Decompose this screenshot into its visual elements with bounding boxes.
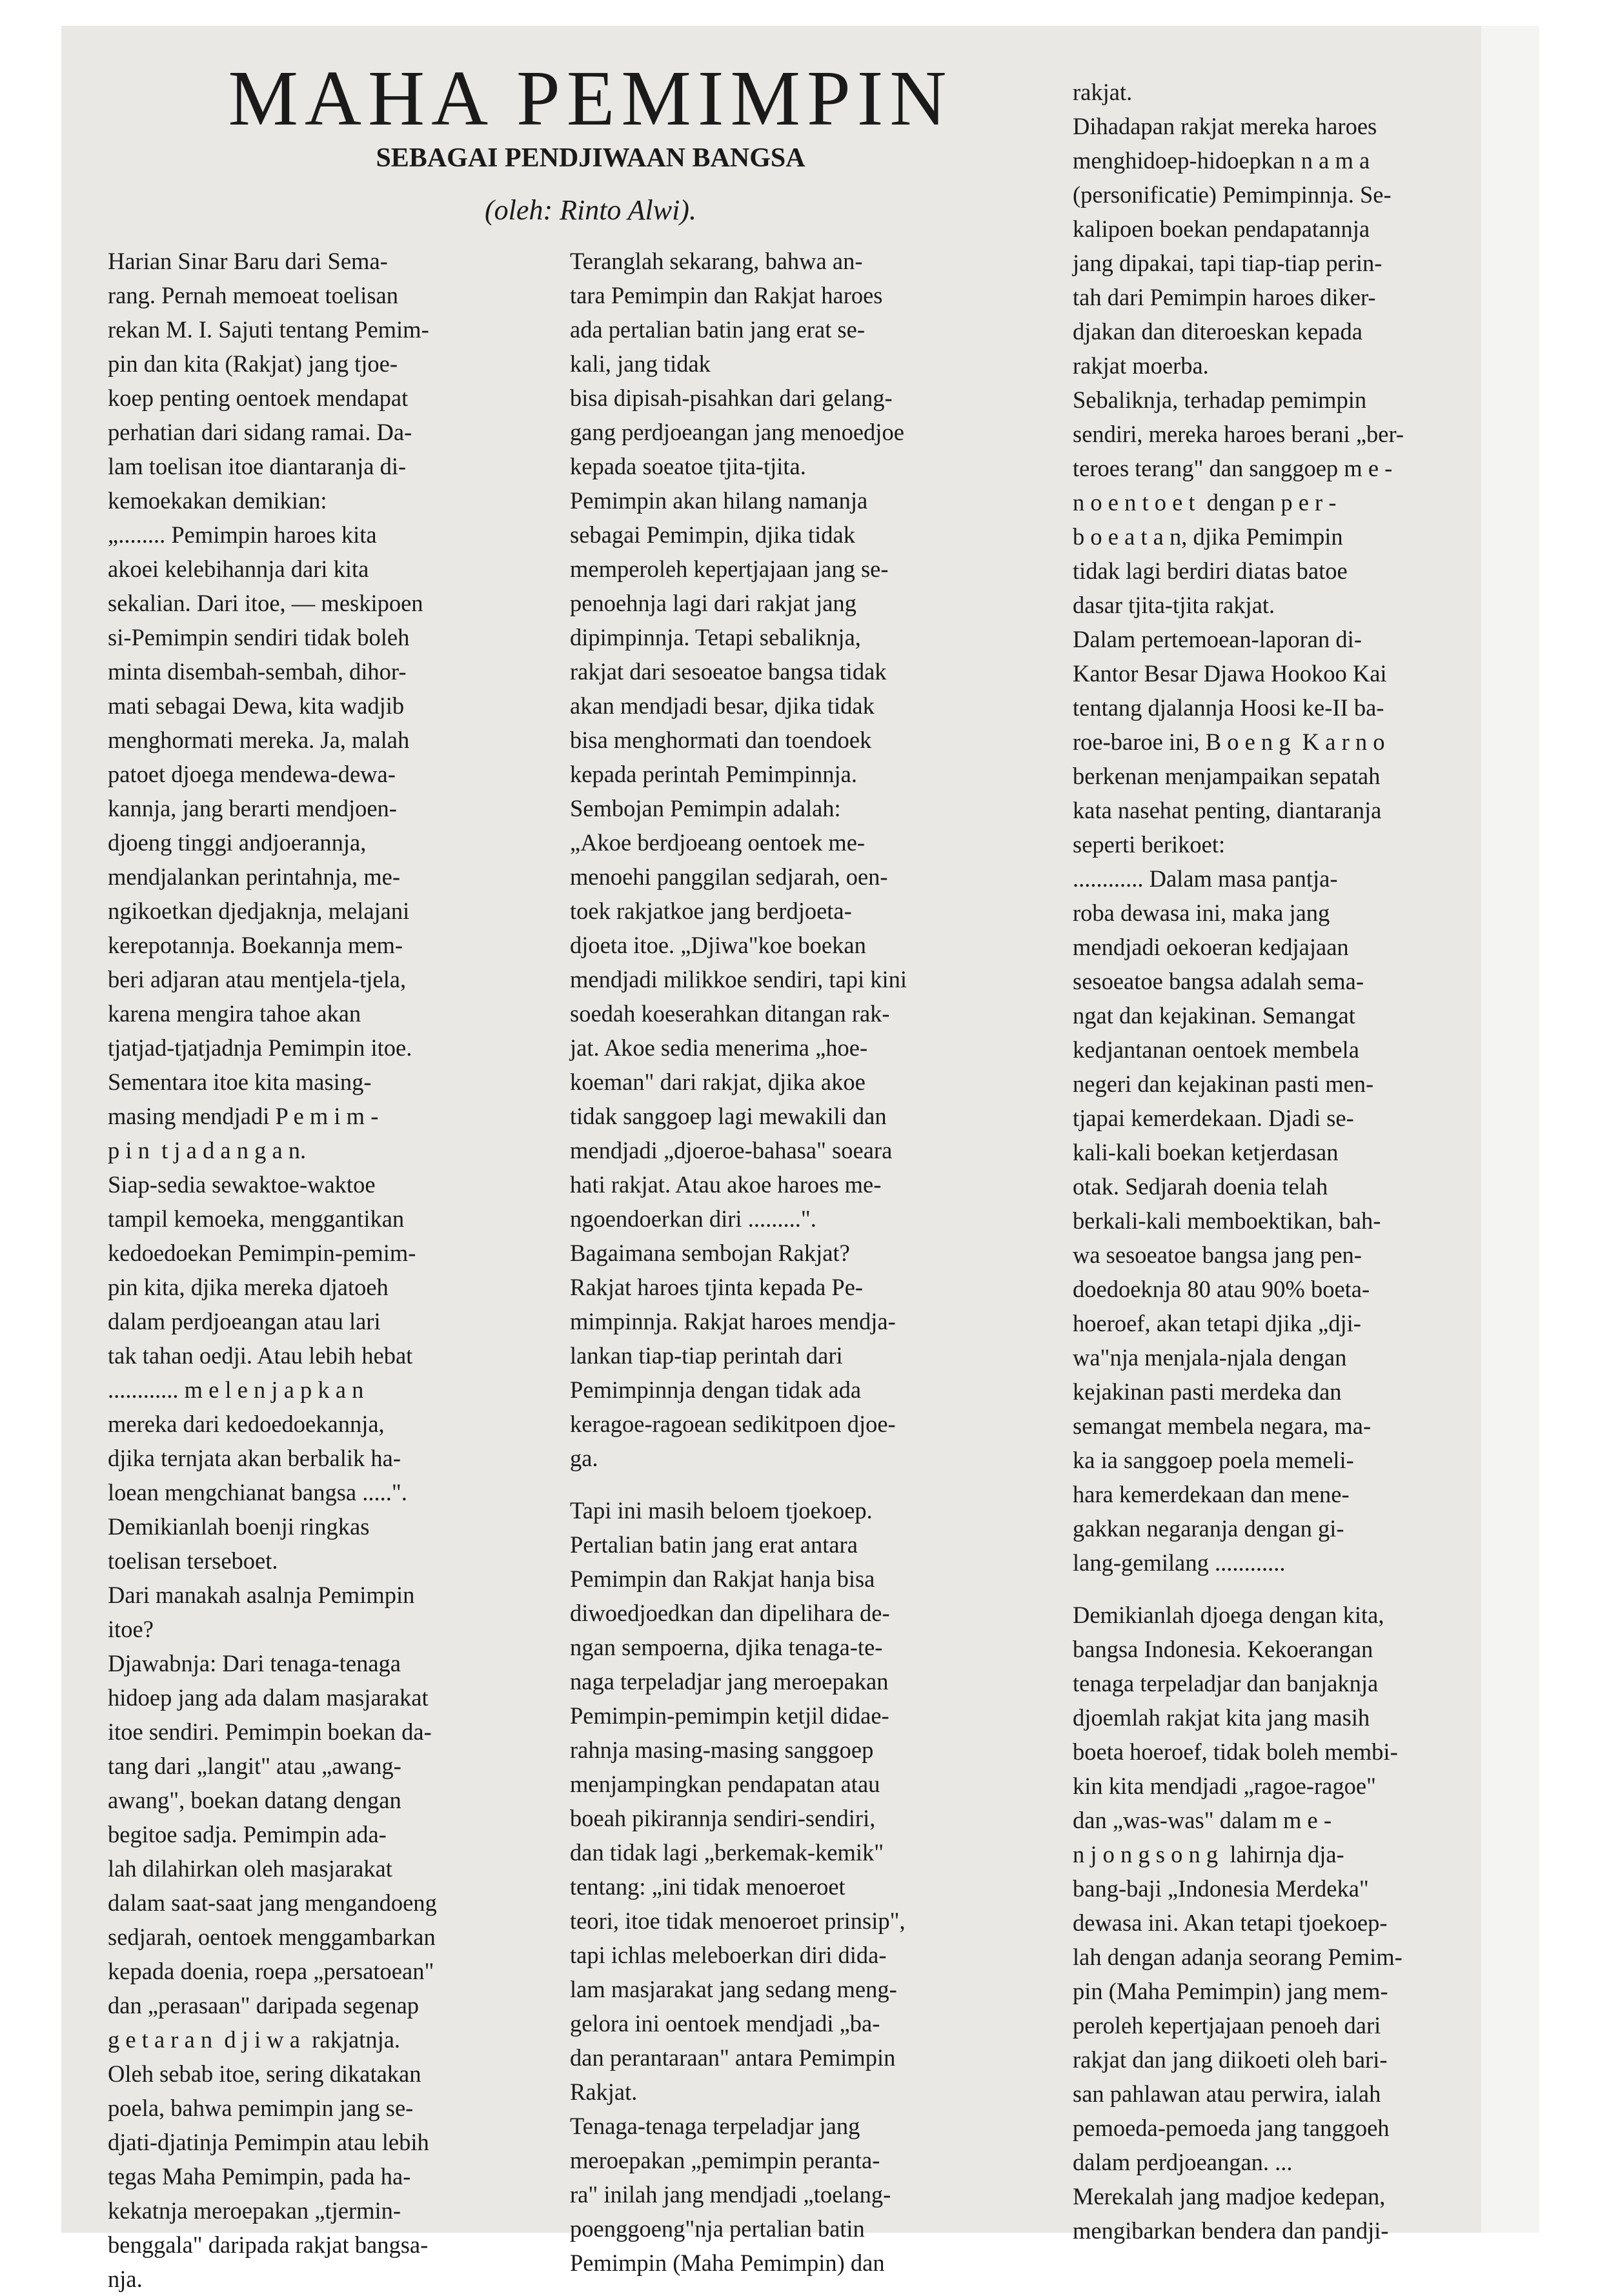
text-line: Siap-sedia sewaktoe-waktoe [108, 1171, 376, 1198]
text-line: dan tidak lagi „berkemak-kemik" [570, 1839, 884, 1866]
text-line: ga. [570, 1445, 598, 1471]
text-line: bangsa Indonesia. Kekoerangan [1073, 1636, 1373, 1662]
text-line: menghormati mereka. Ja, malah [108, 727, 410, 753]
text-line: keragoe-ragoean sedikitpoen djoe- [570, 1411, 896, 1437]
text-line: djoeng tinggi andjoerannja, [108, 829, 367, 856]
text-line: bisa dipisah-pisahkan dari gelang- [570, 385, 893, 411]
text-line: poenggoeng"nja pertalian batin [570, 2215, 865, 2242]
text-line: Harian Sinar Baru dari Sema- [108, 248, 388, 274]
text-line: Pemimpinnja dengan tidak ada [570, 1376, 862, 1403]
text-line: mendjalankan perintahnja, me- [108, 863, 401, 890]
text-line: Tenaga-tenaga terpeladjar jang [570, 2113, 860, 2139]
text-line: dalam saat-saat jang mengandoeng [108, 1889, 437, 1916]
text-line: tenaga terpeladjar dan banjaknja [1073, 1670, 1379, 1697]
text-line: Pemimpin dan Rakjat hanja bisa [570, 1566, 875, 1592]
text-line: rahnja masing-masing sanggoep [570, 1737, 874, 1763]
text-line: tentang: „ini tidak menoeroet [570, 1873, 846, 1900]
paragraph-gap [1073, 1580, 1530, 1598]
text-line: kedoedoekan Pemimpin-pemim- [108, 1240, 416, 1266]
text-line: djoeta itoe. „Djiwa"koe boekan [570, 932, 866, 958]
text-line: hara kemerdekaan dan mene- [1073, 1481, 1350, 1507]
text-line: rakjat dan jang diikoeti oleh bari- [1073, 2046, 1388, 2073]
text-line: djoemlah rakjat kita jang masih [1073, 1704, 1370, 1731]
text-line: tjatjad-tjatjadnja Pemimpin itoe. [108, 1034, 412, 1061]
text-line: sedjarah, oentoek menggambarkan [108, 1924, 436, 1950]
text-line: kepada perintah Pemimpinnja. [570, 761, 857, 787]
text-line: rakjat. [1073, 79, 1133, 105]
text-line: djati-djatinja Pemimpin atau lebih [108, 2129, 429, 2155]
text-line: Tapi ini masih beloem tjoekoep. [570, 1497, 873, 1524]
text-line: dasar tjita-tjita rakjat. [1073, 592, 1275, 618]
text-line: kepada soeatoe tjita-tjita. [570, 453, 806, 479]
text-line: negeri dan kejakinan pasti men- [1073, 1071, 1374, 1097]
text-line: Dihadapan rakjat mereka haroes [1073, 113, 1377, 139]
text-line: boeta hoeroef, tidak boleh membi- [1073, 1738, 1398, 1765]
text-line: pin dan kita (Rakjat) jang tjoe- [108, 350, 398, 377]
text-line: benggala" daripada rakjat bangsa- [108, 2231, 429, 2258]
text-line: tang dari „langit" atau „awang- [108, 1753, 401, 1779]
text-line: seperti berikoet: [1073, 831, 1226, 858]
text-line: kali, jang tidak [570, 350, 711, 377]
text-line: gakkan negaranja dengan gi- [1073, 1515, 1344, 1542]
text-line: awang", boekan datang dengan [108, 1787, 401, 1813]
text-line: Dari manakah asalnja Pemimpin [108, 1582, 415, 1608]
text-line: Sementara itoe kita masing- [108, 1069, 372, 1095]
text-line: ka ia sanggoep poela memeli- [1073, 1447, 1354, 1473]
text-line: Demikianlah djoega dengan kita, [1073, 1602, 1384, 1628]
text-line: lah dengan adanja seorang Pemim- [1073, 1944, 1403, 1970]
text-line: dan perantaraan" antara Pemimpin [570, 2044, 896, 2071]
text-line: dan „perasaan" daripada segenap [108, 1992, 420, 2019]
text-line: Djawabnja: Dari tenaga-tenaga [108, 1650, 401, 1677]
text-line: Pemimpin (Maha Pemimpin) dan [570, 2250, 885, 2276]
text-line: Pemimpin akan hilang namanja [570, 487, 868, 514]
text-line: Oleh sebab itoe, sering dikatakan [108, 2060, 421, 2087]
text-line: Rakjat. [570, 2079, 638, 2105]
text-line: koeman" dari rakjat, djika akoe [570, 1069, 866, 1095]
text-line: g e t a r a n d j i w a rakjatnja. [108, 2026, 401, 2053]
text-line: toelisan terseboet. [108, 1547, 278, 1574]
text-line: (personificatie) Pemimpinnja. Se- [1073, 181, 1392, 208]
paragraph-gap [570, 1475, 1035, 1493]
text-line: wa sesoeatoe bangsa jang pen- [1073, 1242, 1362, 1268]
text-line: perhatian dari sidang ramai. Da- [108, 419, 412, 445]
text-line: dewasa ini. Akan tetapi tjoekoep- [1073, 1909, 1388, 1936]
text-line: jat. Akoe sedia menerima „hoe- [570, 1034, 868, 1061]
newspaper-page [61, 26, 1539, 2292]
text-line: bisa menghormati dan toendoek [570, 727, 872, 753]
text-line: menghidoep-hidoepkan n a m a [1073, 147, 1370, 174]
text-line: kannja, jang berarti mendjoen- [108, 795, 397, 821]
text-line: beri adjaran atau mentjela-tjela, [108, 966, 407, 992]
text-line: peroleh kepertjajaan penoeh dari [1073, 2012, 1381, 2039]
text-line: dalam perdjoeangan. ... [1073, 2149, 1293, 2175]
text-line: menjampingkan pendapatan atau [570, 1771, 880, 1797]
text-line: mengibarkan bendera dan pandji- [1073, 2217, 1389, 2244]
text-line: si-Pemimpin sendiri tidak boleh [108, 624, 410, 650]
text-line: ............ Dalam masa pantja- [1073, 865, 1338, 892]
text-line: akoei kelebihannja dari kita [108, 556, 369, 582]
text-line: diwoedjoedkan dan dipelihara de- [570, 1600, 890, 1626]
article-title: MAHA PEMIMPIN [228, 55, 953, 142]
text-line: Kantor Besar Djawa Hookoo Kai [1073, 660, 1387, 687]
text-line: Rakjat haroes tjinta kepada Pe- [570, 1274, 864, 1300]
text-line: tah dari Pemimpin haroes diker- [1073, 284, 1376, 310]
text-line: otak. Sedjarah doenia telah [1073, 1173, 1328, 1200]
text-line: dan „was-was" dalam m e - [1073, 1807, 1332, 1833]
text-line: lam toelisan itoe diantaranja di- [108, 453, 407, 479]
text-line: nja. [108, 2266, 143, 2292]
text-line: naga terpeladjar jang meroepakan [570, 1668, 889, 1695]
text-line: ngat dan kejakinan. Semangat [1073, 1002, 1355, 1029]
text-line: rakjat moerba. [1073, 352, 1209, 379]
text-line: berkali-kali memboektikan, bah- [1073, 1207, 1381, 1234]
text-line: Teranglah sekarang, bahwa an- [570, 248, 863, 274]
text-line: kerepotannja. Boekannja mem- [108, 932, 403, 958]
text-line: wa"nja menjala-njala dengan [1073, 1344, 1347, 1371]
text-column-2 [570, 244, 1035, 2280]
text-line: n o e n t o e t dengan p e r - [1073, 489, 1337, 516]
text-line: itoe sendiri. Pemimpin boekan da- [108, 1718, 432, 1745]
text-line: sebagai Pemimpin, djika tidak [570, 521, 855, 548]
text-line: „........ Pemimpin haroes kita [108, 521, 377, 548]
text-line: teroes terang" dan sanggoep m e - [1073, 455, 1393, 481]
text-line: karena mengira tahoe akan [108, 1000, 361, 1027]
text-line: „Akoe berdjoeang oentoek me- [570, 829, 866, 856]
text-line: dalam perdjoeangan atau lari [108, 1308, 381, 1334]
text-line: doedoeknja 80 atau 90% boeta- [1073, 1276, 1370, 1302]
text-line: Sebaliknja, terhadap pemimpin [1073, 387, 1367, 413]
text-column-1 [108, 244, 500, 2296]
article-byline: (oleh: Rinto Alwi). [485, 194, 696, 226]
text-line: hati rakjat. Atau akoe haroes me- [570, 1171, 882, 1198]
text-line: hoeroef, akan tetapi djika „dji- [1073, 1310, 1361, 1336]
text-line: sesoeatoe bangsa adalah sema- [1073, 968, 1364, 994]
text-line: b o e a t a n, djika Pemimpin [1073, 523, 1343, 550]
text-line: begitoe sadja. Pemimpin ada- [108, 1821, 387, 1848]
text-line: semangat membela negara, ma- [1073, 1413, 1372, 1439]
text-line: mereka dari kedoedoekannja, [108, 1411, 385, 1437]
text-line: pin kita, djika mereka djatoeh [108, 1274, 389, 1300]
text-line: Bagaimana sembojan Rakjat? [570, 1240, 850, 1266]
text-line: n j o n g s o n g lahirnja dja- [1073, 1841, 1344, 1868]
text-line: tentang djalannja Hoosi ke-II ba- [1073, 694, 1384, 721]
text-line: ............ m e l e n j a p k a n [108, 1376, 364, 1403]
text-line: ada pertalian batin jang erat se- [570, 316, 866, 343]
text-line: rakjat dari sesoeatoe bangsa tidak [570, 658, 887, 685]
text-line: mendjadi milikkoe sendiri, tapi kini [570, 966, 907, 992]
text-line: kata nasehat penting, diantaranja [1073, 797, 1382, 823]
text-line: lankan tiap-tiap perintah dari [570, 1342, 843, 1369]
text-line: Dalam pertemoean-laporan di- [1073, 626, 1362, 652]
text-line: sendiri, mereka haroes berani „ber- [1073, 421, 1404, 447]
text-line: tidak sanggoep lagi mewakili dan [570, 1103, 887, 1129]
text-line: kali-kali boekan ketjerdasan [1073, 1139, 1339, 1165]
text-line: mendjadi oekoeran kedjajaan [1073, 934, 1349, 960]
text-line: kin kita mendjadi „ragoe-ragoe" [1073, 1773, 1376, 1799]
text-line: menoehi panggilan sedjarah, oen- [570, 863, 888, 890]
text-column-3 [1073, 75, 1530, 2248]
text-line: ngoendoerkan diri .........". [570, 1205, 816, 1232]
text-line: roba dewasa ini, maka jang [1073, 900, 1330, 926]
text-line: soedah koeserahkan ditangan rak- [570, 1000, 890, 1027]
text-line: pemoeda-pemoeda jang tanggoeh [1073, 2115, 1390, 2141]
text-line: kepada doenia, roepa „persatoean" [108, 1958, 434, 1984]
text-line: djakan dan diteroeskan kepada [1073, 318, 1362, 345]
text-line: p i n t j a d a n g a n. [108, 1137, 307, 1163]
text-line: tampil kemoeka, menggantikan [108, 1205, 405, 1232]
text-line: rekan M. I. Sajuti tentang Pemim- [108, 316, 429, 343]
text-line: loean mengchianat bangsa .....". [108, 1479, 407, 1505]
text-line: meroepakan „pemimpin peranta- [570, 2147, 880, 2173]
text-line: kalipoen boekan pendapatannja [1073, 216, 1370, 242]
text-line: kemoekakan demikian: [108, 487, 327, 514]
text-line: penoehnja lagi dari rakjat jang [570, 590, 856, 616]
article-subtitle: SEBAGAI PENDJIWAAN BANGSA [376, 143, 805, 173]
text-line: mimpinnja. Rakjat haroes mendja- [570, 1308, 896, 1334]
text-line: kedjantanan oentoek membela [1073, 1036, 1359, 1063]
text-line: poela, bahwa pemimpin jang se- [108, 2095, 414, 2121]
text-line: boeah pikirannja sendiri-sendiri, [570, 1805, 876, 1831]
text-line: koep penting oentoek mendapat [108, 385, 409, 411]
text-line: ra" inilah jang mendjadi „toelang- [570, 2181, 891, 2208]
text-line: akan mendjadi besar, djika tidak [570, 692, 875, 719]
text-line: ngan sempoerna, djika tenaga-te- [570, 1634, 883, 1660]
text-line: tidak lagi berdiri diatas batoe [1073, 558, 1348, 584]
text-line: Pemimpin-pemimpin ketjil didae- [570, 1702, 889, 1729]
text-line: teori, itoe tidak menoeroet prinsip", [570, 1908, 906, 1934]
text-line: tegas Maha Pemimpin, pada ha- [108, 2163, 411, 2190]
text-line: jang dipakai, tapi tiap-tiap perin- [1073, 250, 1382, 276]
text-line: minta disembah-sembah, dihor- [108, 658, 407, 685]
text-line: toek rakjatkoe jang berdjoeta- [570, 898, 852, 924]
text-line: lah dilahirkan oleh masjarakat [108, 1855, 392, 1882]
text-line: lam masjarakat jang sedang meng- [570, 1976, 897, 2002]
text-line: dipimpinnja. Tetapi sebaliknja, [570, 624, 861, 650]
text-line: lang-gemilang ............ [1073, 1549, 1286, 1576]
text-line: kejakinan pasti merdeka dan [1073, 1378, 1342, 1405]
text-line: Sembojan Pemimpin adalah: [570, 795, 841, 821]
text-line: mati sebagai Dewa, kita wadjib [108, 692, 405, 719]
text-line: bang-baji „Indonesia Merdeka" [1073, 1875, 1369, 1902]
text-line: tak tahan oedji. Atau lebih hebat [108, 1342, 413, 1369]
text-line: mendjadi „djoeroe-bahasa" soeara [570, 1137, 893, 1163]
text-line: Merekalah jang madjoe kedepan, [1073, 2183, 1386, 2210]
text-line: san pahlawan atau perwira, ialah [1073, 2080, 1381, 2107]
text-line: gelora ini oentoek mendjadi „ba- [570, 2010, 880, 2037]
text-line: itoe? [108, 1616, 154, 1642]
text-line: rang. Pernah memoeat toelisan [108, 282, 399, 308]
text-line: masing mendjadi P e m i m - [108, 1103, 379, 1129]
text-line: kekatnja meroepakan „tjermin- [108, 2197, 401, 2224]
text-line: patoet djoega mendewa-dewa- [108, 761, 396, 787]
text-line: tara Pemimpin dan Rakjat haroes [570, 282, 883, 308]
text-line: tapi ichlas meleboerkan diri dida- [570, 1942, 887, 1968]
text-line: roe-baroe ini, B o e n g K a r n o [1073, 729, 1385, 755]
text-line: hidoep jang ada dalam masjarakat [108, 1684, 429, 1711]
text-line: sekalian. Dari itoe, — meskipoen [108, 590, 423, 616]
text-line: memperoleh kepertjajaan jang se- [570, 556, 889, 582]
text-line: berkenan menjampaikan sepatah [1073, 763, 1381, 789]
text-line: tjapai kemerdekaan. Djadi se- [1073, 1105, 1354, 1131]
text-line: pin (Maha Pemimpin) jang mem- [1073, 1978, 1388, 2004]
text-line: Demikianlah boenji ringkas [108, 1513, 370, 1540]
text-line: djika ternjata akan berbalik ha- [108, 1445, 401, 1471]
text-line: ngikoetkan djedjaknja, melajani [108, 898, 410, 924]
text-line: Pertalian batin jang erat antara [570, 1531, 858, 1558]
text-line: gang perdjoeangan jang menoedjoe [570, 419, 904, 445]
